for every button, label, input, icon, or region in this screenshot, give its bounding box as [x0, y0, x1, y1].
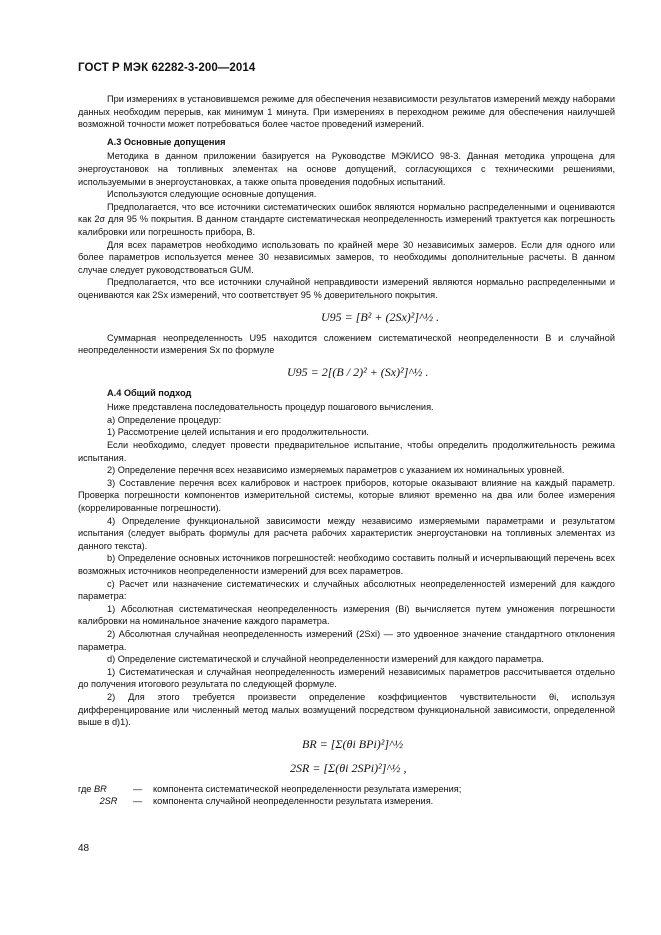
paragraph: Используются следующие основные допущения. — [107, 189, 317, 200]
definition-row — [78, 783, 615, 796]
paragraph: d) Определение систематической и случайной неопределенности измерений для каждого параметра. — [107, 654, 544, 665]
paragraph: Если необходимо, следует провести предварительное испытание, чтобы определить продолжительность режима испытания. — [78, 440, 615, 463]
paragraph: 3) Составление перечня всех калибровок и настроек приборов, которые оказывают влияние на каждый параметр. Проверка погрешности компонентов измерительной системы, которые влияют временно на два или более измерения (коррелированные погрешности). — [78, 477, 615, 514]
paragraph: b) Определение основных источников погрешностей: необходимо составить полный и исчерпывающий перечень всех возможных источников неопределенности измерений для всех параметров. — [78, 553, 615, 576]
formula-u95-2: U95 = 2[(B / 2)² + (Sx)²]^½ . — [287, 364, 429, 379]
paragraph: 4) Определение функциональной зависимости между независимо измеряемыми параметрами и результатом испытания (следует выбрать формулы для расчета рабочих характеристик энергоустановки на топливных элементах из данного текста). — [78, 515, 615, 551]
formula-u95-1: U95 = [B² + (2Sx)²]^½ . — [321, 309, 440, 324]
definition-text: компонента случайной неопределенности результата измерения. — [153, 796, 434, 807]
paragraph: 2) Абсолютная случайная неопределенность измерений (2Sxi) — это удвоенное значение стандартного отклонения параметра. — [78, 628, 615, 652]
page-number: 48 — [78, 843, 90, 854]
paragraph: Ниже представлена последовательность процедур пошагового вычисления. — [107, 402, 434, 413]
paragraph: 2) Определение перечня всех независимо измеряемых параметров с указанием их номинальных уровней. — [107, 465, 565, 476]
formula-2sr: 2SR = [Σ(θi 2SPi)²]^½ , — [290, 760, 407, 775]
definition-row — [78, 795, 615, 808]
paragraph: Суммарная неопределенность U95 находится сложением систематической неопределенности B и случайной неопределенности измерения Sx по формуле — [78, 332, 615, 356]
definition-dash: — — [133, 796, 143, 807]
paragraph: Предполагается, что все источники систематических ошибок являются нормально распределенными и оцениваются как 2σ для 95 % покрытия. В данном стандарте систематическая неопределенность измерений трактуется как погрешность калибровки или погрешность прибора, B. — [78, 201, 615, 237]
definitions-list — [78, 783, 615, 808]
definition-symbol: где BR — [78, 783, 107, 794]
paragraph: Методика в данном приложении базируется на Руководстве МЭК/ИСО 98-3. Данная методика упрощена для энергоустановок на топливных элементах на основе допущений, согласующихся с техническими решениями, используемыми в энергоустановках, а также опыта проведения подобных испытаний. — [78, 151, 615, 187]
paragraph: с) Расчет или назначение систематических и случайных абсолютных неопределенностей измерений для каждого параметра: — [78, 578, 615, 602]
paragraph: а) Определение процедур: — [107, 414, 222, 425]
section-heading-a3: А.3 Основные допущения — [107, 136, 226, 147]
document-body — [78, 93, 615, 808]
formula-br: BR = [Σ(θi BPi)²]^½ — [302, 736, 404, 751]
paragraph: При измерениях в установившемся режиме для обеспечения независимости результатов измерений между наборами данных необходим перерыв, как минимум 1 минута. При измерениях в переходном режиме для обеспечения наилучшей возможной точности может потребоваться более частое проведений измерений. — [78, 94, 615, 130]
paragraph: Предполагается, что все источники случайной неправдивости измерений являются нормально распределенными и оцениваются как 2Sx измерений, что соответствует 95 % доверительного покрытия. — [78, 277, 615, 300]
paragraph: Для всех параметров необходимо использовать по крайней мере 30 независимых замеров. Если для одного или более параметров используется менее 30 независимых замеров, то необходимы дополнительные расчеты. В данном случае следует руководствоваться GUM. — [78, 239, 615, 275]
definition-text: компонента систематической неопределенности результата измерения; — [153, 783, 462, 794]
document-header: ГОСТ Р МЭК 62282-3-200—2014 — [78, 62, 256, 74]
paragraph: 1) Систематическая и случайная неопределенность измерений независимых параметров рассчитывается отдельно до получения итогового результата по следующей формуле. — [78, 666, 615, 690]
definition-symbol: 2SR — [99, 796, 118, 807]
definition-dash: — — [133, 783, 143, 794]
paragraph: 1) Абсолютная систематическая неопределенность измерения (Bi) вычисляется путем умножения погрешности калибровки на номинальное значение каждого параметра. — [78, 603, 615, 627]
paragraph: 1) Рассмотрение целей испытания и его продолжительности. — [107, 427, 369, 438]
paragraph: 2) Для этого требуется произвести определение коэффициентов чувствительности θi, используя дифференцирование или численный метод малых возмущений посредством функциональной зависимости, определенной выше в d)1). — [78, 691, 615, 728]
section-heading-a4: А.4 Общий подход — [107, 387, 192, 398]
